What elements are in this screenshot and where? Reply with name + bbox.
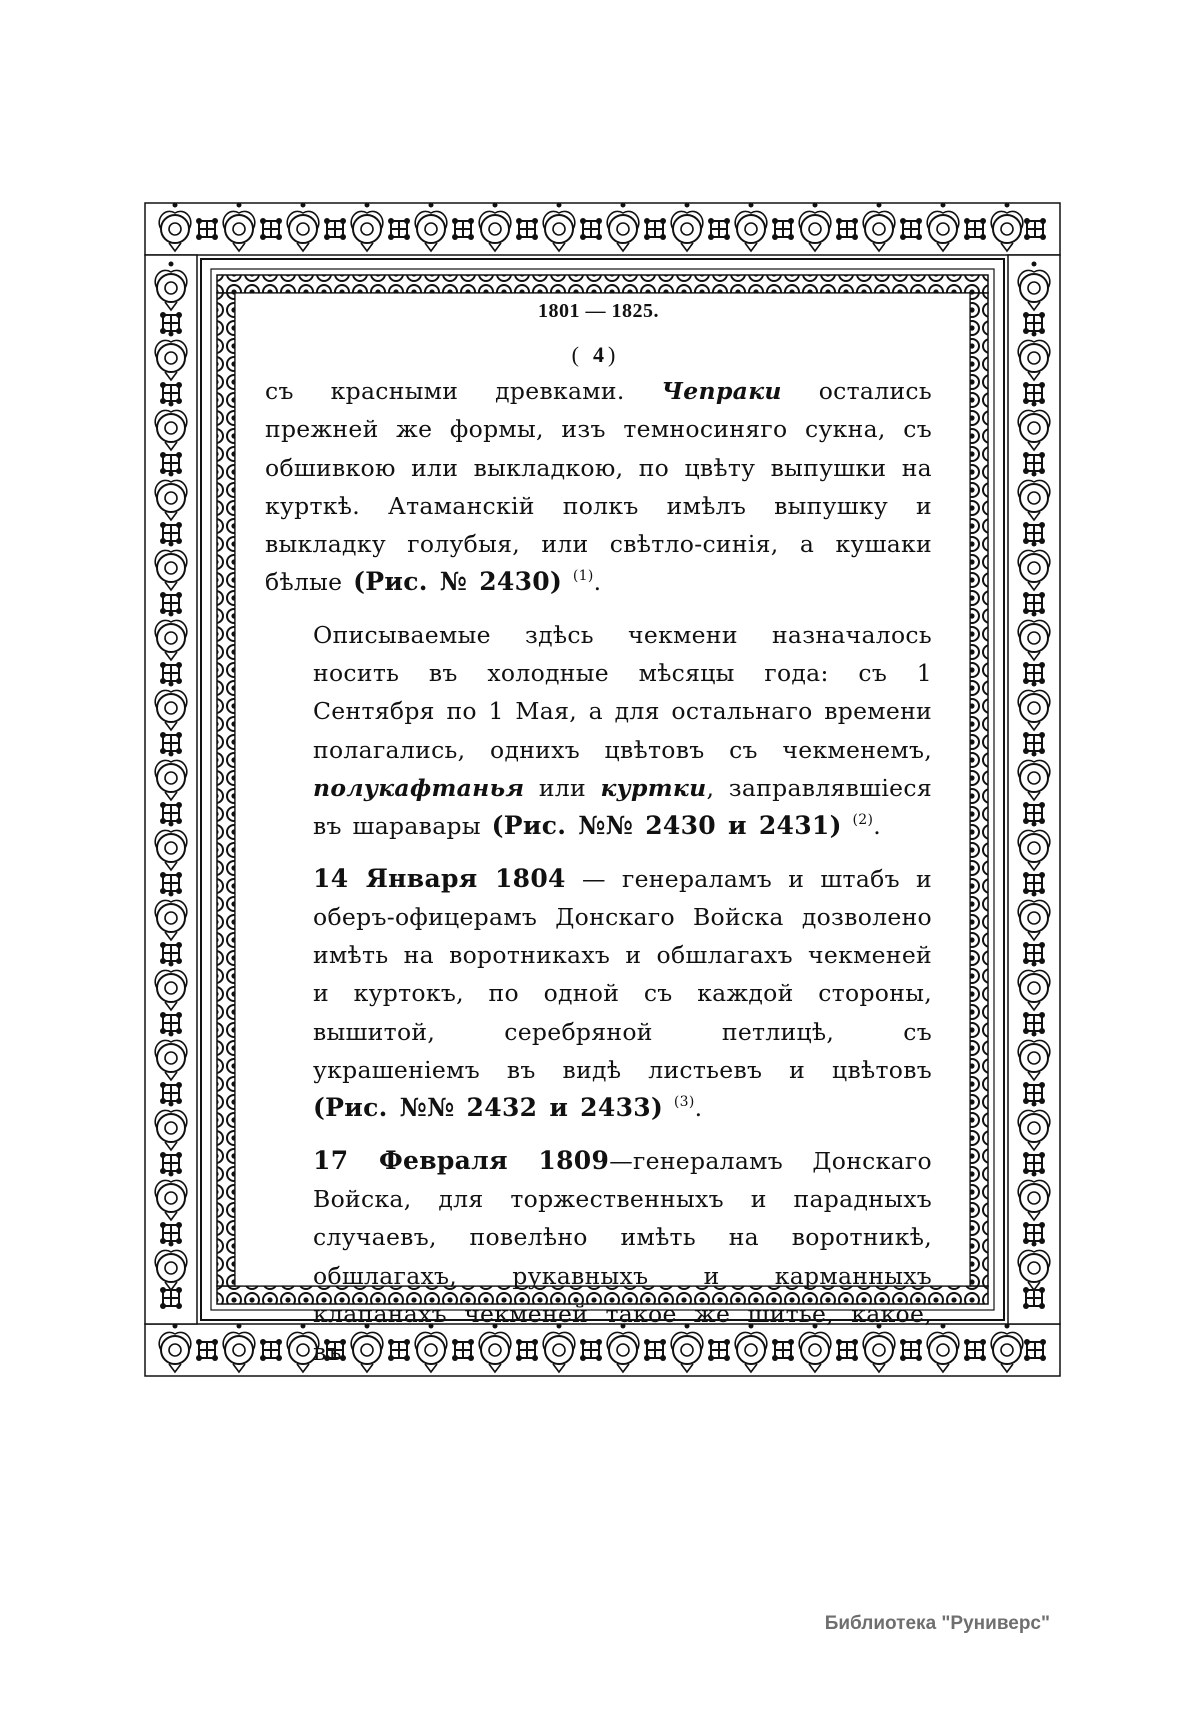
p2-mid: или [538,773,586,802]
p3-figure-ref: (Рис. №№ 2432 и 2433) [313,1093,664,1123]
paragraph-2: Описываемые здѣсь чекмени назначалось носить въ холодные мѣсяцы года: съ 1 Сентября по 1 Мая, а для остальнаго времени полагались, однихъ цвѣтовъ съ чекменемъ, полукафтанья или куртки, заправлявшіеся въ шаравары (Рис. №№ 2430 и 2431) $^{(2)}$. [313,620,932,841]
paragraph-4 [265,1142,932,1372]
page-number: ( 4 ) [571,342,626,367]
p1-footnote-mark: (1) [572,568,594,585]
p2-italic-1: полукафтанья [313,773,525,802]
p2-end: , заправлявшіеся въ шаравары [313,773,932,841]
p1-start: съ красными древками. [265,377,625,405]
paragraph-1: съ красными древками. Чепраки остались прежней же формы, изъ темносиняго сукна, съ обшивкою или выкладкою, по цвѣту выпушки на курткѣ. Атаманскій полкъ имѣлъ выпушку и выкладку голубыя, или свѣтло-синія, а кушаки бѣлые (Рис. № 2430) $^{(1)}$. [265,377,932,597]
p2-figure-ref: (Рис. №№ 2430 и 2431) [491,811,842,841]
paragraph-3: 14 Января 1804 — генераламъ и штабъ и оберъ-офицерамъ Донскаго Войска дозволено имѣть на воротникахъ и обшлагахъ чекменей и куртокъ, по одной съ каждой стороны, вышитой, серебряной петлицѣ, съ украшеніемъ въ видѣ листьевъ и цвѣтовъ (Рис. №№ 2432 и 2433) $^{(3)}$. [313,863,932,1123]
outer-top-band [145,203,1060,256]
outer-right-band [1008,255,1060,1324]
period-label: 1801 — 1825. [528,300,669,322]
period-header [265,300,932,323]
page-body [265,372,932,1371]
p3-date: 14 Января 1804 [313,863,566,893]
p4-body: —генераламъ Донскаго Войска, для торжественныхъ и парадныхъ случаевъ, повелѣно имѣть на воротникѣ, обшлагахъ, рукавныхъ и карманныхъ клапанахъ чекменей такое же шитье, какое, въ [313,1146,932,1367]
library-watermark: Библиотека "Руниверс" [824,1613,1050,1634]
p4-date: 17 Февраля 1809 [313,1145,610,1175]
p2-italic-2: куртки [600,773,707,802]
p2-footnote-mark: (2) [852,812,874,829]
p3-footnote-mark: (3) [673,1094,695,1111]
p2-start: Описываемые здѣсь чекмени назначалось носить въ холодные мѣсяцы года: съ 1 Сентября по 1 Мая, а для остальнаго времени полагались, однихъ цвѣтовъ съ чекменемъ, [313,620,932,764]
p1-italic-term: Чепраки [661,377,782,405]
outer-left-band [145,255,197,1324]
p1-figure-ref: (Рис. № 2430) [353,567,563,597]
p3-body: — генераламъ и штабъ и оберъ-офицерамъ Донскаго Войска дозволено имѣть на воротникахъ и обшлагахъ чекменей и куртокъ, по одной съ каждой стороны, вышитой, серебряной петлицѣ, съ украшеніемъ въ видѣ листьевъ и цвѣтовъ [313,864,932,1085]
p1-body: остались прежней же формы, изъ темносиняго сукна, съ обшивкою или выкладкою, по цвѣту выпушки на курткѣ. Атаманскій полкъ имѣлъ выпушку и выкладку голубыя, или свѣтло-синія, а кушаки бѣлые [265,377,932,597]
page-number-value: 4 [593,342,604,367]
text-panel [265,300,932,1367]
